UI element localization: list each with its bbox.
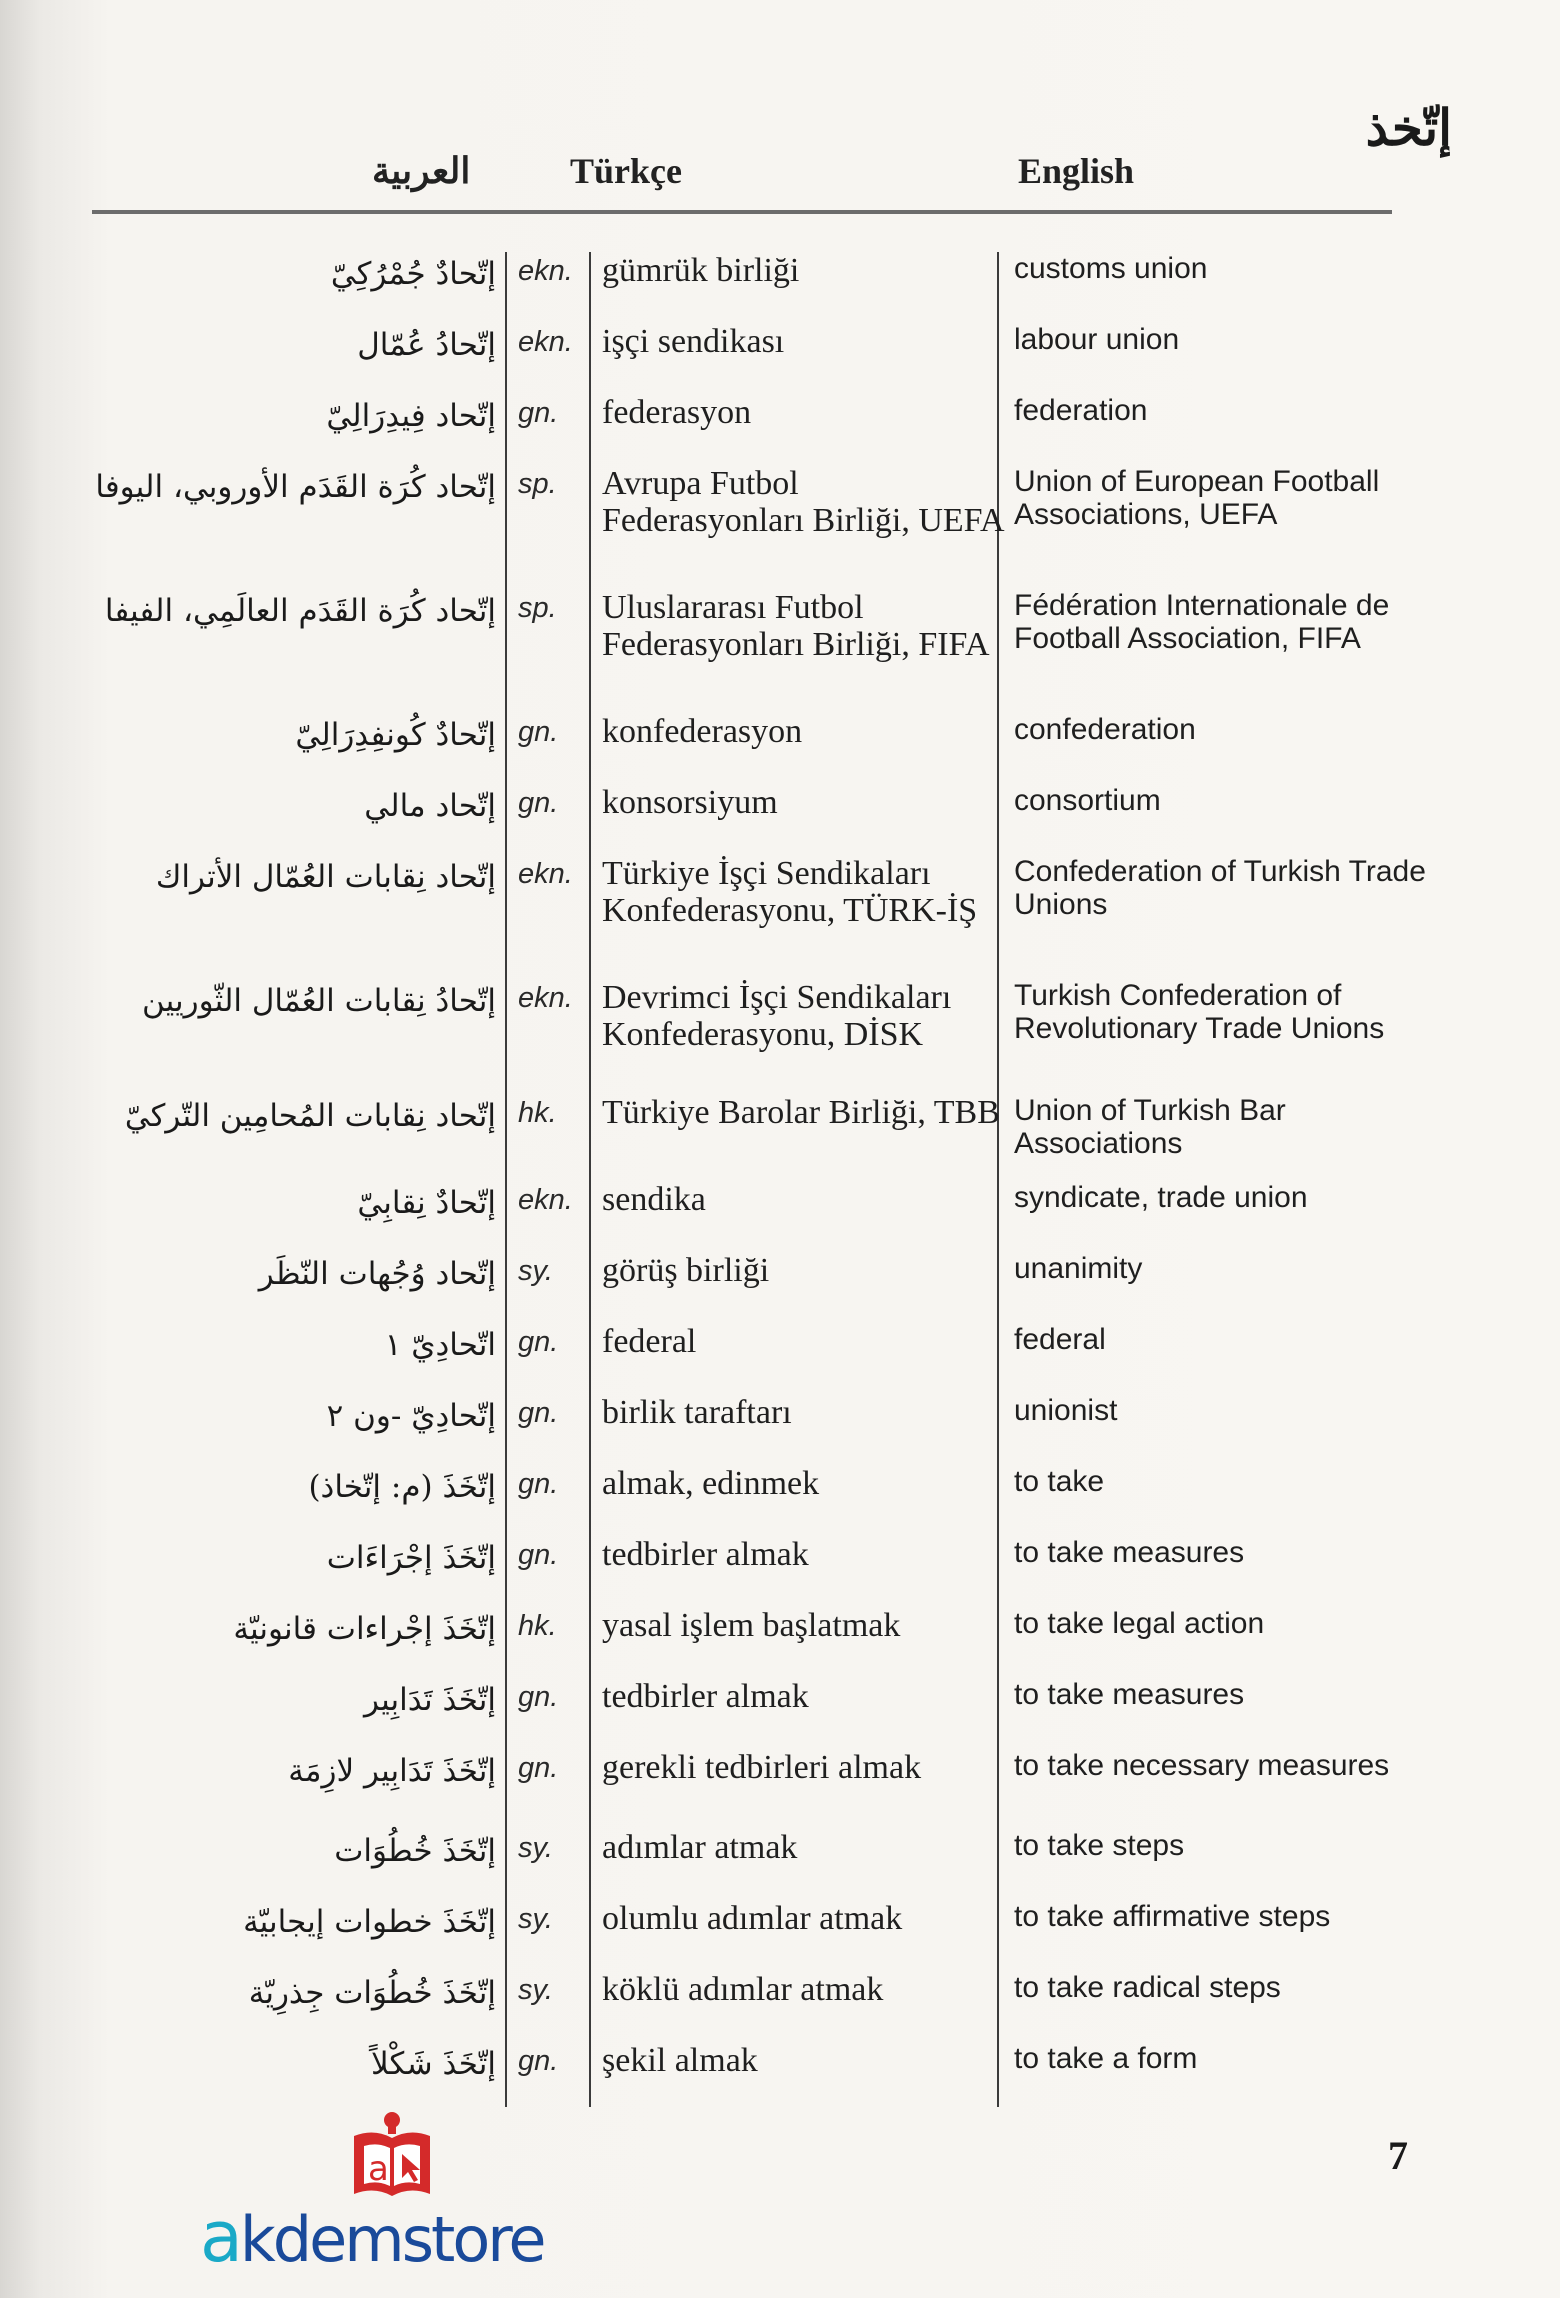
entry-turkish: birlik taraftarı [602,1394,792,1431]
entry-english: to take measures [1014,1678,1245,1711]
entry-abbreviation: gn. [518,397,559,429]
entry-abbreviation: ekn. [518,1184,573,1216]
entry-arabic: إتّخَذَ (م: إتّخاذ) [308,1469,496,1505]
entry-arabic: إتّحادُ عُمّال [357,327,496,363]
entry-turkish: Türkiye İşçi Sendikaları Konfederasyonu, TÜRK-İŞ [602,855,978,929]
entry-arabic: إتّحادُ نِقابات العُمّال الثّوريين [142,983,496,1019]
entry-turkish: adımlar atmak [602,1829,798,1866]
entry-turkish: gümrük birliği [602,252,800,289]
entry-arabic: إتّحادٌ كُونفِدِرَالِيّ [295,717,496,753]
book-logo-icon [350,2108,434,2200]
entry-arabic: إتّحاد مالي [364,788,496,824]
publisher-logo [200,2108,620,2278]
entry-turkish: köklü adımlar atmak [602,1971,884,2008]
column-header-turkish: Türkçe [570,151,682,191]
entry-row [0,1607,1560,1678]
header-divider [92,210,1392,214]
entry-abbreviation: ekn. [518,858,573,890]
entry-arabic: إتّحاد نِقابات المُحامِين التّركيّ [124,1098,496,1134]
entry-abbreviation: gn. [518,1539,559,1571]
entry-abbreviation: hk. [518,1097,557,1129]
entry-abbreviation: gn. [518,1397,559,1429]
entry-english: to take a form [1014,2042,1198,2075]
entry-arabic: إتّحاد فِيدِرَالِيّ [326,398,496,434]
entry-abbreviation: sy. [518,1903,553,1935]
page-number: 7 [1388,2133,1408,2178]
entry-english: to take legal action [1014,1607,1265,1640]
entry-english: Turkish Confederation of Revolutionary Trade Unions [1014,979,1385,1045]
logo-wordmark-rest: kdemstore [239,2203,544,2276]
entry-turkish: tedbirler almak [602,1536,809,1573]
entry-abbreviation: gn. [518,2045,559,2077]
entry-arabic: إتّخَذَ خطوات إيجابيّة [243,1904,496,1940]
entry-abbreviation: gn. [518,1681,559,1713]
entry-arabic: إتّخَذَ إجْرَاءَات [326,1540,496,1576]
entry-arabic: إتّحادٌ جُمْرُكِيّ [330,256,496,292]
entry-row [0,465,1560,589]
entry-turkish: federal [602,1323,697,1360]
entry-turkish: almak, edinmek [602,1465,820,1502]
entry-arabic: إتّخَذَ تَدَابِير لازِمَة [288,1753,496,1789]
entry-abbreviation: sy. [518,1255,553,1287]
entry-row [0,713,1560,784]
entry-row [0,979,1560,1094]
entry-english: to take measures [1014,1536,1245,1569]
entry-english: syndicate, trade union [1014,1181,1308,1214]
entry-list [0,252,1560,2113]
entry-english: to take necessary measures [1014,1749,1390,1782]
entry-abbreviation: gn. [518,1468,559,1500]
entry-english: federation [1014,394,1148,427]
entry-turkish: Devrimci İşçi Sendikaları Konfederasyonu, DİSK [602,979,952,1053]
entry-abbreviation: gn. [518,1326,559,1358]
entry-row [0,252,1560,323]
entry-turkish: gerekli tedbirleri almak [602,1749,922,1786]
entry-row [0,1829,1560,1900]
entry-row [0,589,1560,713]
entry-turkish: konsorsiyum [602,784,778,821]
entry-turkish: işçi sendikası [602,323,785,360]
entry-english: Confederation of Turkish Trade Unions [1014,855,1426,921]
entry-abbreviation: ekn. [518,326,573,358]
entry-row [0,2042,1560,2113]
entry-abbreviation: gn. [518,716,559,748]
entry-turkish: Türkiye Barolar Birliği, TBB [602,1094,1000,1131]
entry-english: federal [1014,1323,1106,1356]
entry-english: labour union [1014,323,1180,356]
entry-turkish: sendika [602,1181,706,1218]
entry-english: unanimity [1014,1252,1143,1285]
entry-turkish: görüş birliği [602,1252,770,1289]
entry-turkish: federasyon [602,394,752,431]
entry-row [0,1252,1560,1323]
entry-row [0,1323,1560,1394]
entry-abbreviation: gn. [518,787,559,819]
logo-wordmark [200,2196,544,2278]
entry-arabic: إتّخَذَ إجْراءات قانونيّة [233,1611,496,1647]
entry-turkish: tedbirler almak [602,1678,809,1715]
entry-row [0,784,1560,855]
entry-abbreviation: ekn. [518,982,573,1014]
entry-row [0,1900,1560,1971]
entry-abbreviation: sy. [518,1974,553,2006]
entry-english: to take affirmative steps [1014,1900,1331,1933]
entry-row [0,1465,1560,1536]
entry-row [0,1181,1560,1252]
entry-row [0,855,1560,979]
entry-turkish: Uluslararası Futbol Federasyonları Birliği, FIFA [602,589,990,663]
entry-arabic: إتّحاد وُجُهات النّظَر [258,1256,496,1292]
entry-english: customs union [1014,252,1208,285]
entry-abbreviation: sy. [518,1832,553,1864]
entry-english: to take [1014,1465,1105,1498]
entry-turkish: şekil almak [602,2042,758,2079]
entry-row [0,1094,1560,1181]
logo-wordmark-a: a [200,2196,240,2278]
entry-arabic: إتّحادِيّ -ون ٢ [326,1398,496,1434]
entry-english: consortium [1014,784,1161,817]
entry-arabic: إتّحاد كُرَة القَدَم الأوروبي، اليوفا [95,469,496,505]
entry-row [0,1678,1560,1749]
entry-arabic: إتّحاد نِقابات العُمّال الأتراك [155,859,496,895]
entry-arabic: إتّحاد كُرَة القَدَم العالَمِي، الفيفا [104,593,496,629]
entry-row [0,1749,1560,1829]
entry-english: Union of Turkish Bar Associations [1014,1094,1286,1160]
entry-abbreviation: gn. [518,1752,559,1784]
entry-turkish: yasal işlem başlatmak [602,1607,901,1644]
entry-english: unionist [1014,1394,1118,1427]
entry-row [0,1394,1560,1465]
entry-english: Fédération Internationale de Football Association, FIFA [1014,589,1390,655]
column-header-english: English [1018,151,1135,191]
entry-arabic: اتّحادِيّ ١ [384,1327,496,1363]
entry-row [0,394,1560,465]
entry-turkish: olumlu adımlar atmak [602,1900,903,1937]
entry-abbreviation: sp. [518,592,557,624]
guide-word: إتّخذ [1365,98,1452,157]
entry-arabic: إتّخَذَ شَكْلاً [371,2046,496,2082]
entry-abbreviation: sp. [518,468,557,500]
entry-english: to take steps [1014,1829,1185,1862]
entry-row [0,1536,1560,1607]
entry-abbreviation: hk. [518,1610,557,1642]
entry-turkish: konfederasyon [602,713,803,750]
entry-row [0,323,1560,394]
entry-arabic: إتّخَذَ خُطُوَات جِذرِيّة [248,1975,496,2011]
entry-arabic: إتّخَذَ خُطُوَات [334,1833,496,1869]
logo-letter: a [368,2149,389,2189]
entry-abbreviation: ekn. [518,255,573,287]
entry-english: Union of European Football Associations, UEFA [1014,465,1380,531]
column-header-arabic: العربية [372,150,471,192]
entry-arabic: إتّحادٌ نِقابِيّ [357,1185,496,1221]
entry-arabic: إتّخَذَ تَدَابِير [364,1682,496,1718]
entry-row [0,1971,1560,2042]
entry-english: to take radical steps [1014,1971,1281,2004]
entry-english: confederation [1014,713,1196,746]
entry-turkish: Avrupa Futbol Federasyonları Birliği, UEFA [602,465,1005,539]
